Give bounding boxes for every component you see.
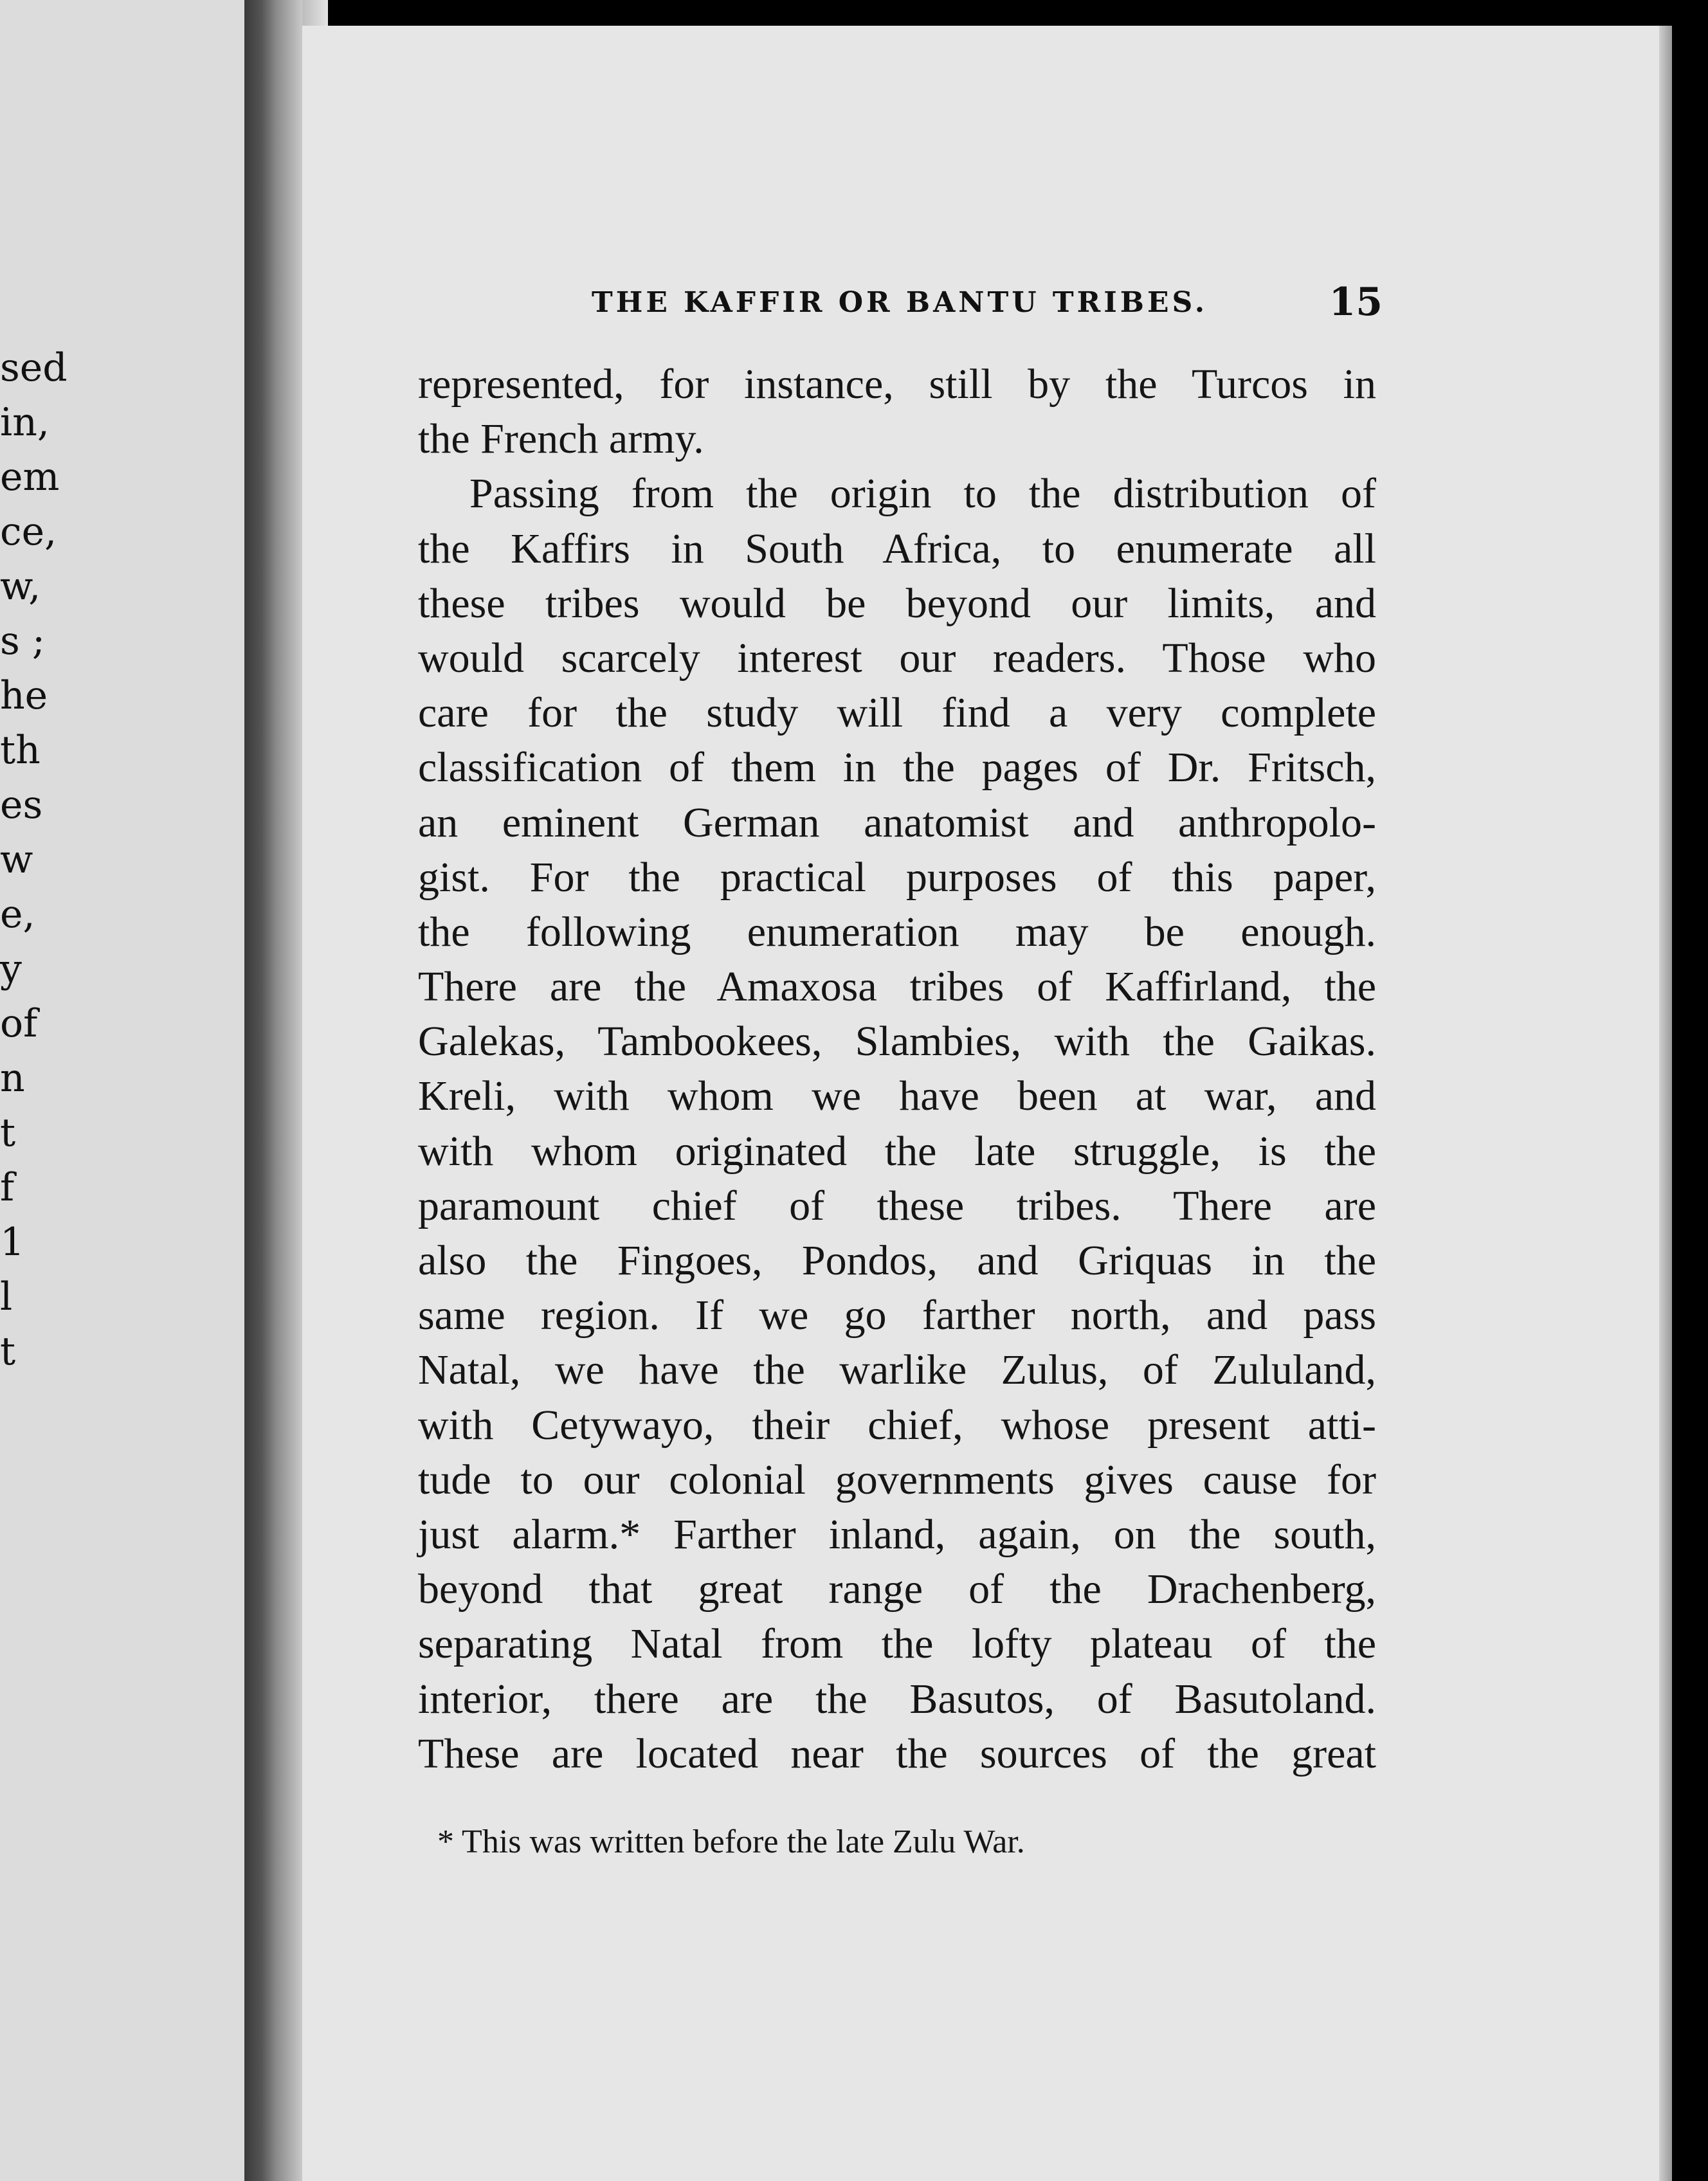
line-fragment: w,	[0, 564, 41, 609]
text-line: paramount chief of these tribes. There are	[418, 1182, 1376, 1229]
footnote: * This was written before the late Zulu War.	[437, 1824, 1025, 1860]
running-head	[592, 276, 1383, 328]
line-fragment: t	[0, 1329, 16, 1374]
text-line: the following enumeration may be enough.	[418, 908, 1376, 955]
line-fragment: t	[0, 1110, 16, 1155]
previous-page-edge	[0, 0, 244, 2181]
book-binding-gutter	[244, 0, 302, 2181]
line-fragment: in,	[0, 400, 50, 445]
line-fragment: he	[0, 673, 48, 718]
line-fragment: n	[0, 1056, 25, 1101]
text-line: Kreli, with whom we have been at war, and	[418, 1072, 1376, 1120]
line-fragment: f	[0, 1165, 15, 1210]
text-line: just alarm.* Farther inland, again, on the south,	[418, 1510, 1376, 1558]
text-line: beyond that great range of the Drachenberg,	[418, 1566, 1376, 1613]
text-line: Natal, we have the warlike Zulus, of Zululand,	[418, 1346, 1376, 1394]
text-line: with Cetywayo, their chief, whose present atti-	[418, 1401, 1376, 1449]
line-fragment: sed	[0, 345, 68, 390]
text-line: These are located near the sources of the great	[418, 1730, 1376, 1777]
text-line: separating Natal from the lofty plateau of the	[418, 1620, 1376, 1668]
line-fragment: e,	[0, 892, 35, 937]
line-fragment: 1	[0, 1220, 25, 1265]
text-line: gist. For the practical purposes of this paper,	[418, 853, 1376, 901]
line-fragment: l	[0, 1274, 13, 1319]
text-line: Galekas, Tambookees, Slambies, with the Gaikas.	[418, 1018, 1376, 1065]
text-line: interior, there are the Basutos, of Basutoland.	[418, 1675, 1376, 1723]
previous-page-line-fragments	[0, 341, 68, 1379]
page-number: 15	[1329, 280, 1383, 325]
text-line: would scarcely interest our readers. Those who	[418, 634, 1376, 682]
text-line: an eminent German anatomist and anthropolo-	[418, 799, 1376, 846]
text-line: these tribes would be beyond our limits, and	[418, 579, 1376, 627]
line-fragment: w	[0, 837, 33, 882]
page-right-edge	[1659, 26, 1672, 2181]
text-line: Passing from the origin to the distribution of	[469, 470, 1376, 518]
text-line: with whom originated the late struggle, is the	[418, 1127, 1376, 1175]
text-line: classification of them in the pages of Dr. Fritsch,	[418, 744, 1376, 792]
line-fragment: em	[0, 455, 60, 500]
text-line: the Kaffirs in South Africa, to enumerate all	[418, 525, 1376, 572]
line-fragment: y	[0, 946, 22, 991]
line-fragment: ce,	[0, 509, 57, 554]
line-fragment: es	[0, 783, 43, 828]
line-fragment: of	[0, 1001, 38, 1046]
line-fragment: th	[0, 728, 41, 773]
line-fragment: s ;	[0, 619, 46, 664]
text-line: same region. If we go farther north, and pass	[418, 1292, 1376, 1339]
text-line: tude to our colonial governments gives cause for	[418, 1456, 1376, 1503]
text-line: care for the study will find a very complete	[418, 689, 1376, 737]
text-line: also the Fingoes, Pondos, and Griquas in the	[418, 1237, 1376, 1284]
text-line: There are the Amaxosa tribes of Kaffirland, the	[418, 963, 1376, 1011]
running-title: THE KAFFIR OR BANTU TRIBES.	[592, 285, 1208, 319]
text-line: the French army.	[418, 415, 704, 463]
body-text	[418, 357, 1376, 1781]
text-line: represented, for instance, still by the Turcos in	[418, 361, 1376, 408]
